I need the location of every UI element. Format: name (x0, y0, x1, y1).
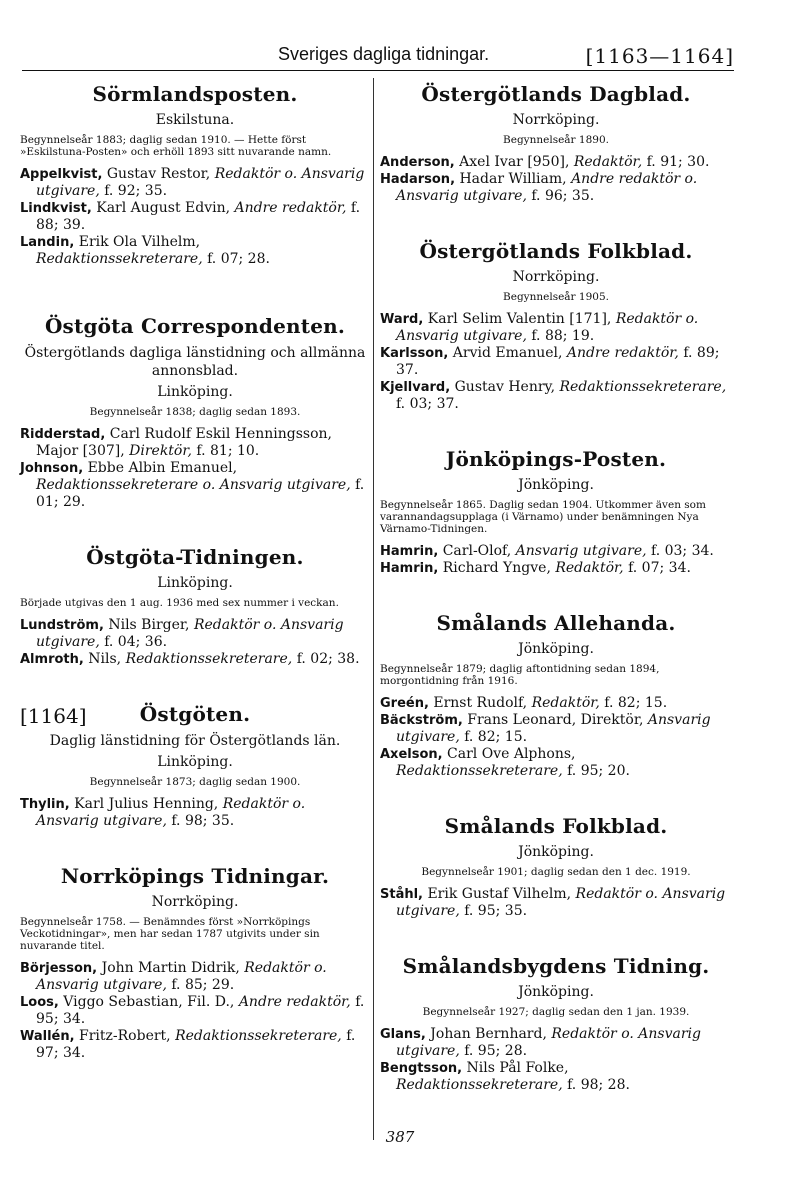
staff-role: Ansvarig utgivare, (396, 712, 711, 745)
staff-dates: f. 98; 35. (166, 813, 235, 829)
newspaper-entry (20, 702, 370, 830)
staff-name: Greén, (380, 696, 429, 711)
staff-role: Redaktör, (555, 560, 624, 576)
newspaper-city: Eskilstuna. (155, 112, 235, 128)
staff-role: Andre redaktör, (238, 994, 351, 1010)
staff-entry (20, 426, 370, 460)
header-page-range: [1163—1164] (585, 44, 734, 68)
running-header (22, 44, 734, 74)
newspaper-title: Östergötlands Dagblad. (421, 82, 691, 106)
staff-role: Ansvarig utgivare, (515, 543, 647, 559)
newspaper-title: Östergötlands Folkblad. (419, 239, 693, 263)
staff-role: Redaktionssekreterare, (175, 1028, 342, 1044)
staff-name: Hamrin, (380, 544, 439, 559)
staff-details: Ernst Rudolf, (428, 695, 532, 711)
newspaper-title: Norrköpings Tidningar. (60, 864, 330, 888)
staff-name: Börjesson, (20, 961, 98, 976)
staff-details: Hadar William, (455, 171, 572, 187)
staff-entry (380, 746, 732, 780)
staff-name: Ward, (380, 312, 424, 327)
staff-role: Redaktionssekreterare, (396, 763, 563, 779)
newspaper-info: Begynnelseår 1838; daglig sedan 1893. (89, 406, 301, 418)
newspaper-entry (20, 545, 370, 668)
staff-name: Almroth, (20, 652, 84, 667)
staff-details: Axel Ivar [950], (454, 154, 574, 170)
staff-dates: f. 03; 37. (396, 396, 459, 412)
staff-entry (20, 460, 370, 511)
newspaper-city: Norrköping. (512, 112, 600, 128)
staff-name: Anderson, (380, 155, 455, 170)
staff-entry (20, 200, 370, 234)
section-heading (20, 702, 370, 726)
newspaper-entry (380, 954, 732, 1094)
staff-name: Bengtsson, (380, 1061, 463, 1076)
staff-entry (20, 1028, 370, 1062)
staff-dates: f. 91; 30. (642, 154, 710, 170)
staff-details: Arvid Emanuel, (448, 345, 567, 361)
staff-name: Landin, (20, 235, 75, 250)
newspaper-title: Östgöta Correspondenten. (44, 314, 346, 338)
newspaper-city: Norrköping. (512, 269, 600, 285)
staff-dates: f. 04; 36. (99, 634, 168, 650)
staff-role: Redaktionssekreterare, (559, 379, 727, 395)
staff-details: Richard Yngve, (438, 560, 556, 576)
staff-dates: f. 95; 34. (36, 994, 365, 1027)
staff-name: Karlsson, (380, 346, 449, 361)
staff-name: Ståhl, (380, 887, 423, 902)
staff-details: Erik Gustaf Vilhelm, (423, 886, 576, 902)
newspaper-city: Jönköping. (518, 641, 594, 657)
staff-entry (20, 960, 370, 994)
staff-details: Carl Rudolf Eskil Henningsson, Major [307], (36, 426, 333, 459)
staff-entry (380, 379, 732, 413)
staff-details: Fritz-Robert, (74, 1028, 176, 1044)
staff-dates: f. 95; 28. (459, 1043, 528, 1059)
staff-dates: f. 95; 35. (459, 903, 528, 919)
newspaper-entry (380, 447, 732, 577)
staff-details: Nils Birger, (103, 617, 194, 633)
staff-details: Karl Julius Henning, (69, 796, 223, 812)
staff-details: Nils, (83, 651, 126, 667)
staff-role: Redaktör o. Ansvarig utgivare, (396, 886, 726, 919)
newspaper-entry (380, 239, 732, 413)
newspaper-city: Linköping. (157, 575, 233, 591)
staff-details: Nils Pål Folke, (462, 1060, 569, 1076)
newspaper-city: Linköping. (157, 384, 233, 400)
staff-details: John Martin Didrik, (97, 960, 245, 976)
staff-role: Direktör, (129, 443, 192, 459)
newspaper-city: Linköping. (157, 754, 233, 770)
staff-dates: f. 96; 35. (526, 188, 595, 204)
newspaper-title: Smålands Allehanda. (436, 611, 676, 635)
staff-dates: f. 02; 38. (292, 651, 360, 667)
staff-name: Glans, (380, 1027, 426, 1042)
page-number: 387 (385, 1128, 415, 1146)
staff-dates: f. 98; 28. (562, 1077, 630, 1093)
staff-dates: f. 92; 35. (99, 183, 168, 199)
newspaper-info: Begynnelseår 1758. — Benämndes först »Norrköpings Veckotidningar», men har sedan 1787 utgivits under sin nuvarande titel. (20, 916, 320, 952)
staff-dates: f. 88; 19. (526, 328, 595, 344)
staff-name: Thylin, (20, 797, 70, 812)
staff-dates: f. 07; 34. (623, 560, 691, 576)
staff-entry (20, 796, 370, 830)
staff-role: Redaktör o. Ansvarig utgivare, (396, 311, 699, 344)
newspaper-info: Begynnelseår 1905. (503, 291, 609, 303)
staff-entry (380, 543, 732, 560)
newspaper-subtitle: Östergötlands dagliga länstidning och allmänna annonsblad. (24, 345, 366, 379)
newspaper-title: Smålands Folkblad. (444, 814, 668, 838)
newspaper-title: Östgöten. (139, 702, 251, 726)
staff-entry (380, 712, 732, 746)
staff-name: Hamrin, (380, 561, 439, 576)
staff-details: Gustav Henry, (450, 379, 560, 395)
staff-entry (380, 886, 732, 920)
staff-details: Erik Ola Vilhelm, (74, 234, 201, 250)
newspaper-info: Begynnelseår 1890. (503, 134, 609, 146)
newspaper-entry (20, 314, 370, 511)
staff-details: Karl Selim Valentin [171], (423, 311, 616, 327)
newspaper-info: Begynnelseår 1865. Daglig sedan 1904. Utkommer även som varannandagsupplaga (i Värnamo) under benämningen Nya Värnamo-Tidningen. (380, 499, 706, 535)
staff-role: Redaktör o. Ansvarig utgivare, (36, 960, 327, 993)
newspaper-entry (380, 82, 732, 205)
staff-role: Redaktör o. Ansvarig utgivare, (36, 166, 365, 199)
staff-role: Redaktionssekreterare, (36, 251, 203, 267)
staff-dates: f. 81; 10. (191, 443, 260, 459)
newspaper-entry (20, 82, 370, 268)
staff-entry (380, 345, 732, 379)
staff-role: Andre redaktör o. Ansvarig utgivare, (396, 171, 698, 204)
staff-details: Viggo Sebastian, Fil. D., (58, 994, 239, 1010)
staff-role: Redaktör, (573, 154, 643, 170)
newspaper-info: Begynnelseår 1879; daglig aftontidning sedan 1894, morgontidning från 1916. (380, 663, 660, 687)
newspaper-title: Östgöta-Tidningen. (86, 545, 304, 569)
newspaper-title: Smålandsbygdens Tidning. (402, 954, 710, 978)
newspaper-info: Började utgivas den 1 aug. 1936 med sex nummer i veckan. (20, 597, 339, 609)
staff-name: Hadarson, (380, 172, 456, 187)
staff-entry (20, 234, 370, 268)
column-divider (373, 78, 374, 1140)
staff-role: Redaktionssekreterare o. Ansvarig utgivare, (36, 477, 351, 493)
section-number: [1164] (20, 704, 87, 728)
staff-name: Kjellvard, (380, 380, 451, 395)
staff-details: Karl August Edvin, (91, 200, 235, 216)
newspaper-info: Begynnelseår 1873; daglig sedan 1900. (89, 776, 301, 788)
staff-name: Lindkvist, (20, 201, 92, 216)
staff-entry (380, 171, 732, 205)
staff-details: Ebbe Albin Emanuel, (83, 460, 238, 476)
staff-entry (20, 994, 370, 1028)
staff-role: Redaktionssekreterare, (125, 651, 293, 667)
staff-entry (380, 560, 732, 577)
staff-dates: f. 82; 15. (459, 729, 528, 745)
staff-dates: f. 97; 34. (36, 1028, 356, 1061)
staff-dates: f. 95; 20. (562, 763, 630, 779)
newspaper-city: Jönköping. (518, 984, 594, 1000)
staff-entry (380, 1026, 732, 1060)
staff-dates: f. 07; 28. (202, 251, 270, 267)
staff-name: Wallén, (20, 1029, 75, 1044)
staff-details: Gustav Restor, (102, 166, 215, 182)
staff-role: Redaktör o. Ansvarig utgivare, (36, 796, 306, 829)
staff-entry (380, 695, 732, 712)
staff-role: Andre redaktör, (566, 345, 679, 361)
staff-dates: f. 01; 29. (36, 477, 365, 510)
newspaper-entry (20, 864, 370, 1062)
staff-role: Redaktör o. Ansvarig utgivare, (36, 617, 344, 650)
staff-details: Carl-Olof, (438, 543, 516, 559)
newspaper-title: Sörmlandsposten. (92, 82, 298, 106)
staff-role: Redaktionssekreterare, (396, 1077, 563, 1093)
newspaper-entry (380, 611, 732, 780)
staff-dates: f. 85; 29. (166, 977, 235, 993)
staff-details: Frans Leonard, Direktör, (462, 712, 648, 728)
newspaper-city: Norrköping. (151, 894, 239, 910)
staff-entry (380, 154, 732, 171)
staff-entry (380, 1060, 732, 1094)
staff-name: Appelkvist, (20, 167, 103, 182)
staff-name: Lundström, (20, 618, 104, 633)
staff-name: Bäckström, (380, 713, 463, 728)
staff-name: Johnson, (20, 461, 84, 476)
newspaper-city: Jönköping. (518, 477, 594, 493)
header-title: Sveriges dagliga tidningar. (278, 44, 490, 64)
staff-details: Carl Ove Alphons, (442, 746, 576, 762)
staff-name: Loos, (20, 995, 59, 1010)
newspaper-info: Begynnelseår 1883; daglig sedan 1910. — Hette först »Eskilstuna-Posten» och erhöll 1893 sitt nuvarande namn. (20, 134, 332, 158)
staff-name: Ridderstad, (20, 427, 106, 442)
staff-role: Andre redaktör, (234, 200, 347, 216)
newspaper-info: Begynnelseår 1901; daglig sedan den 1 dec. 1919. (421, 866, 691, 878)
staff-entry (20, 166, 370, 200)
staff-entry (380, 311, 732, 345)
newspaper-title: Jönköpings-Posten. (445, 447, 667, 471)
left-column (20, 78, 370, 1070)
staff-dates: f. 82; 15. (599, 695, 668, 711)
newspaper-info: Begynnelseår 1927; daglig sedan den 1 jan. 1939. (422, 1006, 690, 1018)
staff-dates: f. 03; 34. (646, 543, 714, 559)
staff-entry (20, 651, 370, 668)
staff-name: Axelson, (380, 747, 443, 762)
staff-details: Johan Bernhard, (425, 1026, 552, 1042)
staff-dates: f. 89; 37. (396, 345, 720, 378)
header-rule (22, 70, 734, 71)
staff-dates: f. 88; 39. (36, 200, 361, 233)
newspaper-city: Jönköping. (518, 844, 594, 860)
staff-role: Redaktör o. Ansvarig utgivare, (396, 1026, 701, 1059)
staff-role: Redaktör, (531, 695, 600, 711)
newspaper-subtitle: Daglig länstidning för Östergötlands län. (49, 733, 341, 749)
right-column (380, 78, 732, 1102)
newspaper-entry (380, 814, 732, 920)
staff-entry (20, 617, 370, 651)
